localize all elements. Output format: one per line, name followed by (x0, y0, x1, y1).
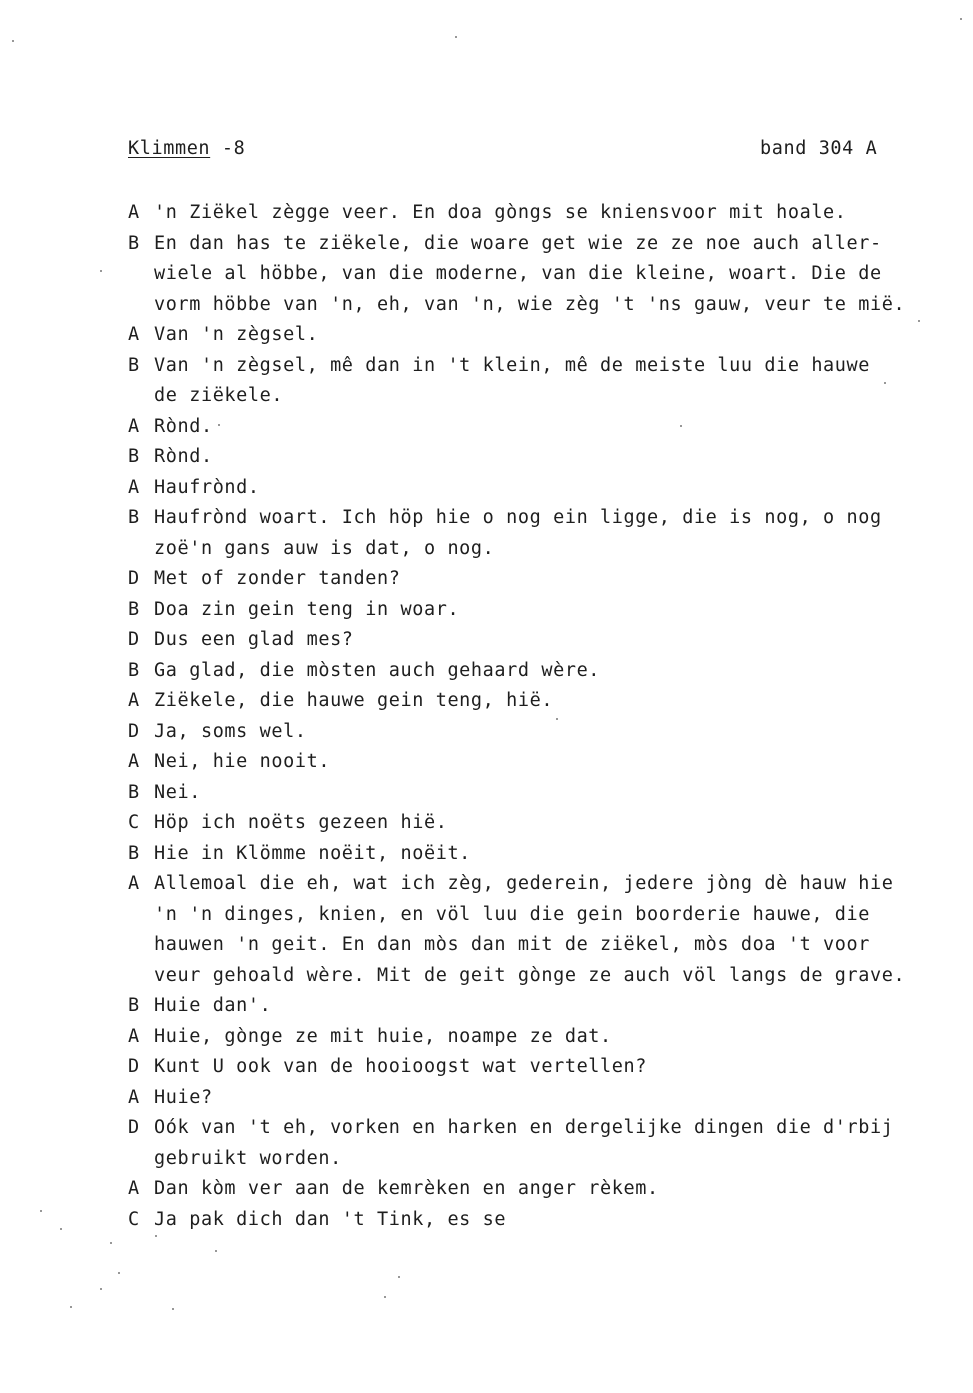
speaker-label: A (128, 1086, 140, 1108)
speaker-label: D (128, 568, 140, 589)
transcript-entry (128, 1022, 968, 1053)
utterance-line: Huie, gònge ze mit huie, noampe ze dat. (154, 1025, 612, 1047)
utterance-line: Rònd. (154, 415, 213, 437)
utterance (154, 351, 968, 412)
speaker-label: A (128, 415, 140, 437)
utterance (154, 1083, 968, 1114)
transcript-entry (128, 351, 968, 412)
utterance-line: Met of zonder tanden? (154, 568, 401, 589)
utterance-line: vorm höbbe van 'n, eh, van 'n, wie zèg 't 'ns gauw, veur te mië. (154, 293, 906, 315)
utterance-line: Van 'n zègsel, mê dan in 't klein, mê de meiste luu die hauwe (154, 354, 871, 376)
scan-speck (218, 424, 220, 426)
speaker-label: B (128, 781, 140, 803)
utterance-line: zoë'n gans auw is dat, o nog. (154, 537, 495, 559)
utterance-line: Dus een glad mes? (154, 629, 354, 650)
scan-speck (884, 382, 886, 384)
utterance-line: Höp ich noëts gezeen hië. (154, 812, 448, 833)
utterance (154, 686, 968, 717)
speaker-label: B (128, 232, 140, 254)
transcript-entry (128, 1205, 968, 1236)
utterance (154, 320, 968, 351)
utterance (154, 839, 968, 870)
speaker-label: A (128, 751, 140, 772)
utterance (154, 808, 968, 839)
speaker-label: D (128, 1117, 140, 1138)
page-header-title (128, 138, 245, 159)
transcript-entry (128, 320, 968, 351)
speaker-label: C (128, 1208, 140, 1230)
utterance (154, 503, 968, 564)
scan-speck (155, 1235, 157, 1237)
utterance (154, 1205, 968, 1236)
speaker-label: A (128, 324, 140, 345)
scan-speck (384, 1296, 386, 1298)
transcript-entry (128, 991, 968, 1022)
speaker-label: A (128, 202, 140, 223)
utterance (154, 412, 968, 443)
utterance-line: Ziëkele, die hauwe gein teng, hië. (154, 690, 554, 711)
scan-speck (556, 718, 558, 720)
scan-speck (70, 1306, 72, 1308)
utterance-line: Haufrònd. (154, 476, 260, 498)
speaker-label: C (128, 812, 140, 833)
utterance-line: Ja, soms wel. (154, 720, 307, 742)
transcript-entry (128, 778, 968, 809)
speaker-label: B (128, 598, 140, 620)
speaker-label: D (128, 720, 140, 742)
utterance (154, 1174, 968, 1205)
utterance (154, 717, 968, 748)
page-title: Klimmen (128, 138, 211, 159)
transcript-entry (128, 412, 968, 443)
transcript-entry (128, 1113, 968, 1174)
transcript-entry (128, 503, 968, 564)
utterance (154, 656, 968, 687)
transcript-entry (128, 564, 968, 595)
scan-speck (680, 425, 682, 427)
transcript-entry (128, 595, 968, 626)
utterance-line: Huie dan'. (154, 995, 272, 1016)
transcript-entry (128, 808, 968, 839)
utterance-line: de ziëkele. (154, 385, 284, 406)
utterance (154, 442, 968, 473)
scan-speck (60, 1228, 62, 1230)
transcript-entry (128, 656, 968, 687)
transcript-body (128, 198, 968, 1235)
utterance (154, 229, 968, 321)
scan-speck (398, 1276, 400, 1278)
utterance (154, 1022, 968, 1053)
utterance-line: Dan kòm ver aan de kemrèken en anger rèkem. (154, 1178, 659, 1199)
transcript-entry (128, 717, 968, 748)
transcript-entry (128, 686, 968, 717)
scan-speck (110, 1242, 112, 1244)
utterance (154, 595, 968, 626)
speaker-label: B (128, 995, 140, 1016)
band-reference: band 304 A (760, 138, 878, 159)
utterance-line: Ja pak dich dan 't Tink, es se (154, 1208, 507, 1230)
transcript-entry (128, 747, 968, 778)
utterance (154, 778, 968, 809)
utterance (154, 625, 968, 656)
utterance-line: Allemoal die eh, wat ich zèg, gederein, jedere jòng dè hauw hie (154, 873, 894, 894)
utterance-line: Nei. (154, 781, 201, 803)
utterance (154, 1052, 968, 1083)
speaker-label: B (128, 842, 140, 864)
scan-speck (118, 1272, 120, 1274)
utterance-line: En dan has te ziëkele, die woare get wie ze ze noe auch aller- (154, 232, 882, 254)
utterance-line: Haufrònd woart. Ich höp hie o nog ein ligge, die is nog, o nog (154, 507, 882, 528)
transcript-entry (128, 869, 968, 991)
scan-speck (100, 270, 102, 272)
transcript-entry (128, 473, 968, 504)
speaker-label: B (128, 354, 140, 376)
speaker-label: B (128, 446, 140, 467)
transcript-entry (128, 1052, 968, 1083)
transcript-entry (128, 625, 968, 656)
scan-speck (215, 1250, 217, 1252)
utterance (154, 198, 968, 229)
scan-speck (172, 1308, 174, 1310)
speaker-label: D (128, 629, 140, 650)
utterance-line: Oók van 't eh, vorken en harken en dergelijke dingen die d'rbij (154, 1117, 894, 1138)
utterance-line: hauwen 'n geit. En dan mòs dan mit de ziëkel, mòs doa 't voor (154, 934, 871, 955)
utterance-line: Kunt U ook van de hooioogst wat vertellen? (154, 1056, 647, 1077)
utterance (154, 1113, 968, 1174)
scan-speck (960, 18, 962, 20)
utterance-line: gebruikt worden. (154, 1147, 342, 1169)
utterance-line: Van 'n zègsel. (154, 324, 319, 345)
transcript-entry (128, 442, 968, 473)
scan-speck (918, 320, 920, 322)
utterance-line: Huie? (154, 1086, 213, 1108)
utterance-line: Hie in Klömme noëit, noëit. (154, 842, 471, 864)
utterance-line: 'n Ziëkel zègge veer. En doa gòngs se kniensvoor mit hoale. (154, 202, 847, 223)
transcript-entry (128, 1174, 968, 1205)
utterance-line: veur gehoald wère. Mit de geit gònge ze auch völ langs de grave. (154, 964, 906, 986)
scan-speck (40, 1210, 42, 1212)
utterance-line: wiele al höbbe, van die moderne, van die kleine, woart. Die de (154, 263, 882, 284)
utterance (154, 991, 968, 1022)
speaker-label: D (128, 1056, 140, 1077)
speaker-label: A (128, 690, 140, 711)
scan-speck (455, 36, 457, 38)
transcript-entry (128, 198, 968, 229)
speaker-label: B (128, 507, 140, 528)
utterance-line: Doa zin gein teng in woar. (154, 598, 460, 620)
utterance-line: Rònd. (154, 446, 213, 467)
speaker-label: A (128, 476, 140, 498)
scan-speck (12, 40, 14, 42)
utterance (154, 869, 968, 991)
page-number: -8 (210, 138, 246, 159)
transcript-entry (128, 229, 968, 321)
utterance-line: 'n 'n dinges, knien, en völ luu die gein boorderie hauwe, die (154, 903, 871, 925)
transcript-entry (128, 839, 968, 870)
speaker-label: A (128, 873, 140, 894)
utterance (154, 473, 968, 504)
utterance-line: Nei, hie nooit. (154, 751, 331, 772)
speaker-label: A (128, 1178, 140, 1199)
transcript-entry (128, 1083, 968, 1114)
scan-speck (100, 1288, 102, 1290)
speaker-label: B (128, 659, 140, 681)
speaker-label: A (128, 1025, 140, 1047)
utterance (154, 747, 968, 778)
utterance-line: Ga glad, die mòsten auch gehaard wère. (154, 659, 601, 681)
utterance (154, 564, 968, 595)
